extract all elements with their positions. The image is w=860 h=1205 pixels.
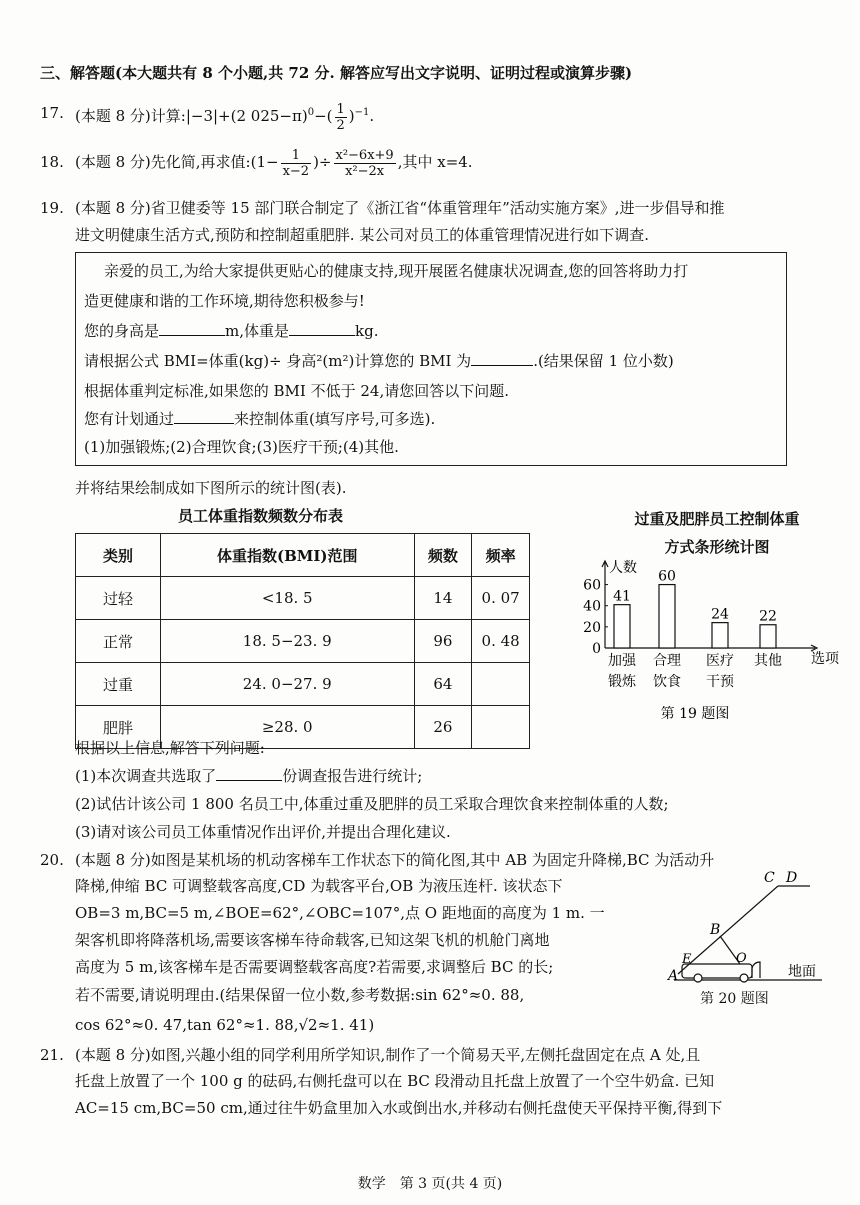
table-cell: 26: [414, 706, 472, 749]
table-cell: 过重: [76, 663, 161, 706]
table-cell: 过轻: [76, 577, 161, 620]
wheel-left: [694, 974, 702, 982]
bar-value-label: 41: [613, 588, 631, 605]
table-cell: 0. 07: [472, 577, 530, 620]
x-tick-label: 干预: [706, 674, 734, 690]
y-axis-label: 人数: [609, 560, 637, 576]
label-C: C: [764, 870, 775, 886]
q19-sub1: (1)本次调查共选取了 份调查报告进行统计;: [75, 767, 423, 785]
label-A: A: [668, 968, 679, 984]
table-header: 频率: [472, 534, 530, 577]
fig20-caption: 第 20 题图: [700, 991, 769, 1007]
q17-number: 17.: [40, 104, 64, 122]
table-cell: 肥胖: [76, 706, 161, 749]
chart-caption: 第 19 题图: [660, 706, 730, 722]
escalator-figure: [660, 870, 830, 1000]
bar-chart: [575, 558, 850, 723]
survey-line4: 请根据公式 BMI=体重(kg)÷ 身高²(m²)计算您的 BMI 为 .(结果保留 1 位小数): [84, 352, 674, 370]
y-tick-label: 0: [592, 641, 601, 657]
table-cell: 24. 0−27. 9: [160, 663, 414, 706]
survey-box: [75, 252, 787, 466]
survey-line5: 根据体重判定标准,如果您的 BMI 不低于 24,请您回答以下问题.: [84, 382, 510, 400]
q19-sub2: (2)试估计该公司 1 800 名员工中,体重过重及肥胖的员工采取合理饮食来控制体重的人数;: [75, 795, 669, 813]
survey-line2: 造更健康和谐的工作环境,期待您积极参与!: [84, 292, 365, 310]
table-cell: ≥28. 0: [160, 706, 414, 749]
table-header: 体重指数(BMI)范围: [160, 534, 414, 577]
table-row: [76, 577, 530, 620]
table-cell: 96: [414, 620, 472, 663]
table-header: 频数: [414, 534, 472, 577]
label-B: B: [710, 922, 721, 938]
q20-line4: 架客机即将降落机场,需要该客梯车待命载客,已知这架飞机的机舱门离地: [75, 931, 550, 949]
q21-number: 21.: [40, 1046, 64, 1064]
q20-number: 20.: [40, 851, 64, 869]
q20-line3: OB=3 m,BC=5 m,∠BOE=62°,∠OBC=107°,点 O 距地面的高度为 1 m. 一: [75, 904, 605, 922]
y-tick-label: 20: [583, 619, 601, 636]
x-tick-label: 加强: [608, 653, 636, 669]
section-header: 三、解答题(本大题共有 8 个小题,共 72 分. 解答应写出文字说明、证明过程或演算步骤): [40, 64, 633, 82]
q17-text: (本题 8 分)计算:|−3|+(2 025−π)$^0$−( $\frac{1}{2}$ )$^{-1}$.: [75, 101, 375, 133]
table-cell: 18. 5−23. 9: [160, 620, 414, 663]
table-cell: [472, 663, 530, 706]
bar: [659, 585, 675, 648]
bar-value-label: 60: [658, 568, 676, 585]
bar-value-label: 22: [759, 608, 777, 625]
survey-line6: 您有计划通过 来控制体重(填写序号,可多选).: [84, 410, 436, 428]
q20-line7: cos 62°≈0. 47,tan 62°≈1. 88,√2≈1. 41): [75, 1016, 375, 1034]
x-axis-label: 选项: [811, 651, 839, 667]
q21-line3: AC=15 cm,BC=50 cm,通过往牛奶盒里加入水或倒出水,并移动右侧托盘使天平保持平衡,得到下: [75, 1099, 723, 1117]
label-E: E: [682, 952, 692, 967]
label-ground: 地面: [788, 964, 816, 980]
q19-prompt: 根据以上信息,解答下列问题:: [75, 739, 265, 757]
chart-title-1: 过重及肥胖员工控制体重: [634, 510, 800, 528]
q21-line2: 托盘上放置了一个 100 g 的砝码,右侧托盘可以在 BC 段滑动且托盘上放置了一个空牛奶盒. 已知: [75, 1072, 715, 1090]
table-title: 员工体重指数频数分布表: [178, 507, 344, 525]
label-O: O: [736, 951, 747, 966]
q19-number: 19.: [40, 199, 64, 217]
q20-line6: 若不需要,请说明理由.(结果保留一位小数,参考数据:sin 62°≈0. 88,: [75, 986, 525, 1004]
x-tick-label: 医疗: [706, 653, 734, 669]
bar: [760, 625, 776, 648]
x-tick-label: 饮食: [653, 674, 681, 690]
table-cell: 正常: [76, 620, 161, 663]
bmi-frequency-table: [75, 533, 530, 749]
wheel-right: [740, 974, 748, 982]
table-row: [76, 620, 530, 663]
table-cell: 14: [414, 577, 472, 620]
q18-number: 18.: [40, 153, 64, 171]
survey-line1: 亲爱的员工,为给大家提供更贴心的健康支持,现开展匿名健康状况调查,您的回答将助力打: [104, 262, 689, 280]
table-cell: [472, 706, 530, 749]
q21-line1: (本题 8 分)如图,兴趣小组的同学利用所学知识,制作了一个简易天平,左侧托盘固定在点 A 处,且: [75, 1046, 701, 1064]
table-cell: 0. 48: [472, 620, 530, 663]
q20-line2: 降梯,伸缩 BC 可调整载客高度,CD 为载客平台,OB 为液压连杆. 该状态下: [75, 877, 563, 895]
table-header-row: [76, 534, 530, 577]
survey-line7: (1)加强锻炼;(2)合理饮食;(3)医疗干预;(4)其他.: [84, 438, 399, 456]
table-cell: 64: [414, 663, 472, 706]
ladder-ab-bc: [678, 886, 778, 974]
table-header: 类别: [76, 534, 161, 577]
q20-line5: 高度为 5 m,该客梯车是否需要调整载客高度?若需要,求调整后 BC 的长;: [75, 958, 554, 976]
truck-cab: [752, 962, 760, 978]
bar: [712, 623, 728, 648]
y-tick-label: 40: [583, 598, 601, 615]
table-row: [76, 663, 530, 706]
bar: [614, 605, 630, 648]
chart-title-2: 方式条形统计图: [664, 538, 770, 556]
q19-line1: (本题 8 分)省卫健委等 15 部门联合制定了《浙江省“体重管理年”活动实施方案》,进一步倡导和推: [75, 199, 725, 217]
table-cell: <18. 5: [160, 577, 414, 620]
q19-after-box: 并将结果绘制成如下图所示的统计图(表).: [75, 479, 347, 497]
bar-value-label: 24: [711, 606, 729, 623]
y-tick-label: 60: [583, 577, 601, 594]
q18-text: (本题 8 分)先化简,再求值:(1− $\frac{1}{x-2}$ )÷ $\frac{\text{x²−6x+9}}{\text{x²−2x}}$ ,其中 x=4.: [75, 147, 473, 179]
q19-line2: 进文明健康生活方式,预防和控制超重肥胖. 某公司对员工的体重管理情况进行如下调查.: [75, 226, 650, 244]
x-tick-label: 合理: [653, 653, 681, 669]
label-D: D: [786, 870, 798, 886]
x-tick-label: 其他: [754, 653, 782, 669]
q19-sub3: (3)请对该公司员工体重情况作出评价,并提出合理化建议.: [75, 823, 451, 841]
x-tick-label: 锻炼: [608, 674, 636, 690]
page-footer: 数学 第 3 页(共 4 页): [357, 1176, 503, 1192]
survey-line3: 您的身高是 m,体重是 kg.: [84, 322, 379, 340]
q20-line1: (本题 8 分)如图是某机场的机动客梯车工作状态下的简化图,其中 AB 为固定升降梯,BC 为活动升: [75, 851, 715, 869]
